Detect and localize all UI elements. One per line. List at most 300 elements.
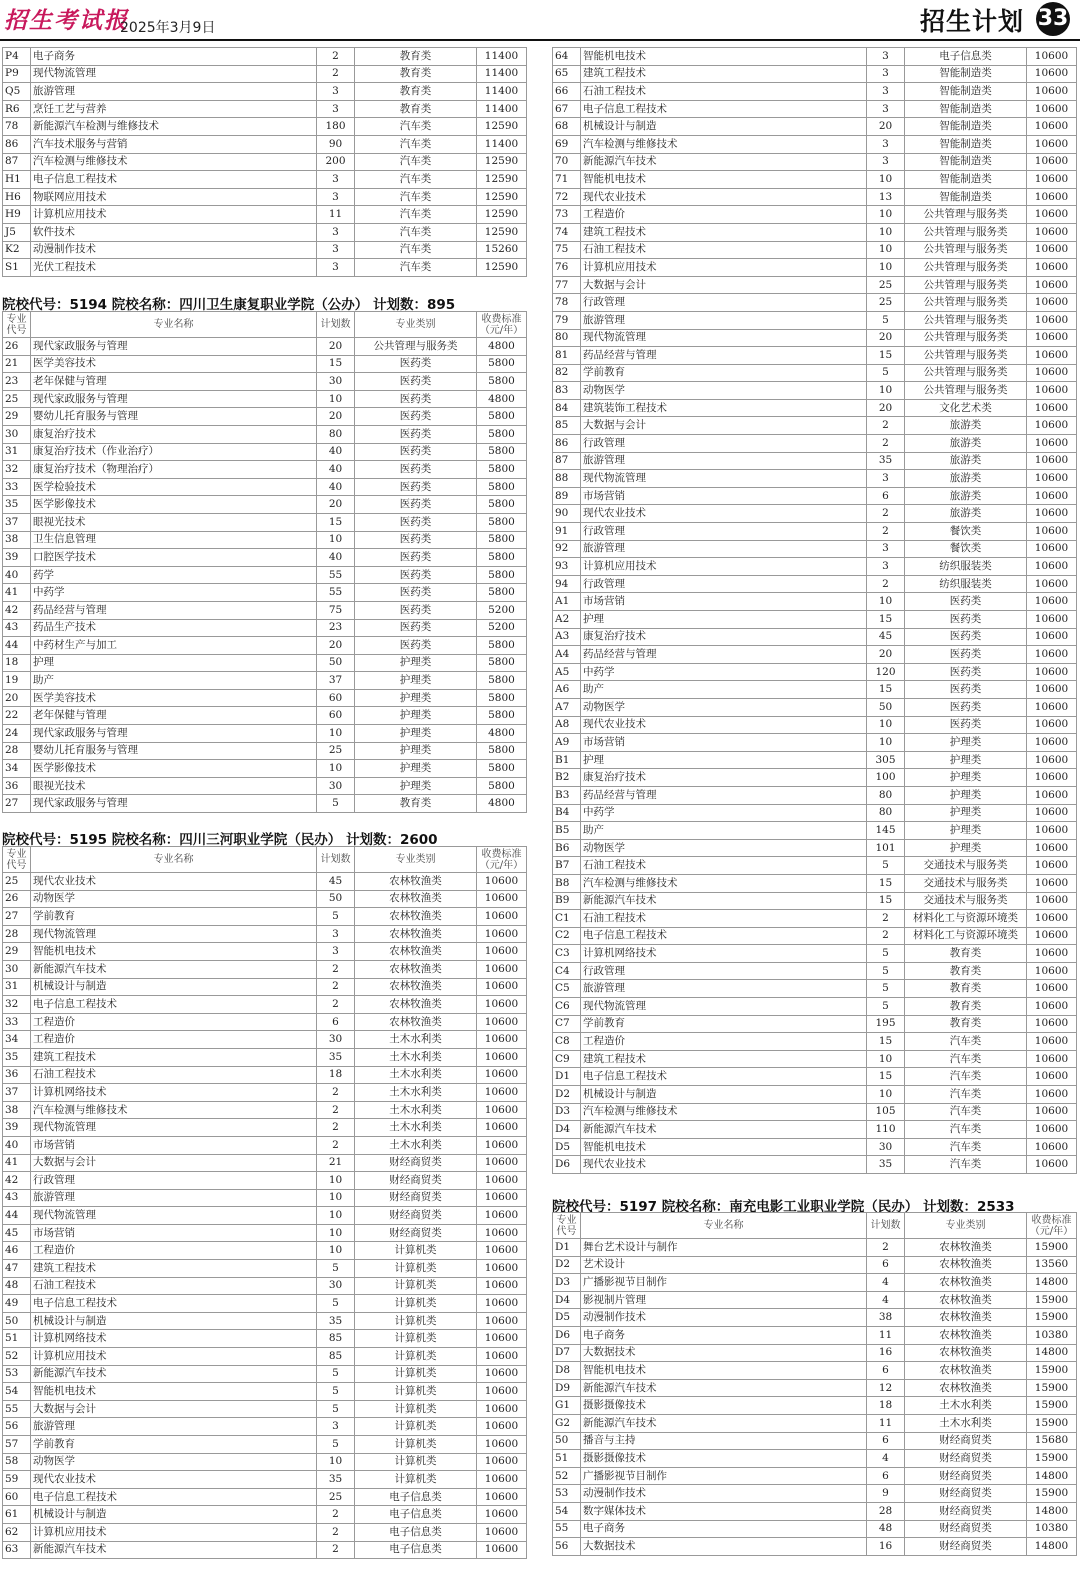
major-category: 医药类 [905, 716, 1027, 734]
table-row [3, 355, 527, 373]
major-code: 43 [3, 1189, 31, 1207]
table-row [553, 646, 1077, 664]
table-row [3, 1418, 527, 1436]
plan-count: 25 [867, 294, 905, 312]
plan-count: 5 [867, 962, 905, 980]
tuition-fee: 10600 [477, 1541, 527, 1559]
major-name: 软件技术 [31, 223, 317, 241]
table-row [3, 408, 527, 426]
column-header: 收费标准（元/年） [477, 312, 527, 338]
table-row [3, 1523, 527, 1541]
plan-count: 6 [867, 1432, 905, 1450]
tuition-fee: 10600 [1027, 417, 1077, 435]
table-row [3, 1488, 527, 1506]
plan-count: 10 [317, 1189, 355, 1207]
major-category: 计算机类 [355, 1330, 477, 1348]
column-header: 专业名称 [31, 312, 317, 338]
plan-count: 3 [317, 100, 355, 118]
plan-count: 5 [867, 364, 905, 382]
major-category: 医药类 [355, 566, 477, 584]
major-category: 公共管理与服务类 [905, 294, 1027, 312]
tuition-fee: 5800 [477, 566, 527, 584]
major-code: 31 [3, 443, 31, 461]
issue-date: 2025年3月9日 [120, 20, 216, 36]
major-name: 新能源汽车技术 [581, 1121, 867, 1139]
major-category: 财经商贸类 [355, 1224, 477, 1242]
plan-count: 10 [317, 1207, 355, 1225]
major-category: 公共管理与服务类 [905, 382, 1027, 400]
major-code: 24 [3, 725, 31, 743]
table-row [3, 566, 527, 584]
table-row [3, 873, 527, 891]
major-category: 农林牧渔类 [905, 1274, 1027, 1292]
table-row [3, 1453, 527, 1471]
major-category: 护理类 [905, 804, 1027, 822]
plan-count: 305 [867, 751, 905, 769]
major-name: 助产 [581, 822, 867, 840]
major-name: 石油工程技术 [31, 1066, 317, 1084]
table-row [553, 1068, 1077, 1086]
plan-count: 2 [867, 435, 905, 453]
major-code: 80 [553, 329, 581, 347]
tuition-fee: 10600 [1027, 65, 1077, 83]
major-code: 39 [3, 549, 31, 567]
major-code: D6 [553, 1326, 581, 1344]
plan-count: 2 [317, 1136, 355, 1154]
plan-count: 3 [317, 1418, 355, 1436]
major-code: 79 [553, 311, 581, 329]
major-code: A4 [553, 646, 581, 664]
tuition-fee: 12590 [477, 223, 527, 241]
table-row [553, 1239, 1077, 1257]
major-name: 电子信息工程技术 [581, 927, 867, 945]
major-code: 86 [553, 435, 581, 453]
major-category: 财经商贸类 [355, 1154, 477, 1172]
major-code: 93 [553, 558, 581, 576]
major-name: 眼视光技术 [31, 513, 317, 531]
major-category: 旅游类 [905, 505, 1027, 523]
major-name: 现代物流管理 [581, 329, 867, 347]
plan-count: 6 [867, 1256, 905, 1274]
major-code: 48 [3, 1277, 31, 1295]
tuition-fee: 5800 [477, 760, 527, 778]
major-name: 新能源汽车技术 [581, 153, 867, 171]
tuition-fee: 10600 [1027, 487, 1077, 505]
major-code: B6 [553, 839, 581, 857]
tuition-fee: 10600 [477, 1330, 527, 1348]
table-row [553, 927, 1077, 945]
tuition-fee: 12590 [477, 188, 527, 206]
major-code: 34 [3, 1031, 31, 1049]
major-name: 康复治疗技术（物理治疗） [31, 461, 317, 479]
major-name: 新能源汽车技术 [31, 1365, 317, 1383]
plan-count: 10 [317, 725, 355, 743]
table-row [553, 1344, 1077, 1362]
major-code: D1 [553, 1239, 581, 1257]
plan-count: 10 [317, 1453, 355, 1471]
table-row [3, 1383, 527, 1401]
table-row [553, 611, 1077, 629]
major-category: 医药类 [355, 443, 477, 461]
major-code: P9 [3, 65, 31, 83]
plan-count: 35 [317, 1048, 355, 1066]
tuition-fee: 10600 [1027, 839, 1077, 857]
major-category: 智能制造类 [905, 65, 1027, 83]
plan-count: 21 [317, 1154, 355, 1172]
major-code: H9 [3, 206, 31, 224]
tuition-fee: 10600 [1027, 135, 1077, 153]
major-name: 市场营销 [31, 1136, 317, 1154]
major-code: 61 [3, 1506, 31, 1524]
major-code: C7 [553, 1015, 581, 1033]
school-heading-5194: 院校代号：5194 院校名称：四川卫生康复职业学院（公办） 计划数：895 [2, 297, 456, 313]
tuition-fee: 10600 [1027, 1050, 1077, 1068]
major-name: 康复治疗技术 [581, 628, 867, 646]
tuition-fee: 10600 [477, 978, 527, 996]
major-code: D5 [553, 1309, 581, 1327]
major-category: 汽车类 [355, 135, 477, 153]
table-row [553, 698, 1077, 716]
tuition-fee: 5800 [477, 425, 527, 443]
tuition-fee: 10600 [1027, 945, 1077, 963]
major-code: 22 [3, 707, 31, 725]
table-row [553, 329, 1077, 347]
table-continued-right [552, 47, 1077, 1174]
tuition-fee: 10600 [1027, 329, 1077, 347]
major-name: 现代农业技术 [31, 873, 317, 891]
major-category: 护理类 [905, 769, 1027, 787]
tuition-fee: 5800 [477, 707, 527, 725]
major-name: 智能机电技术 [581, 1138, 867, 1156]
major-category: 材料化工与资源环境类 [905, 927, 1027, 945]
major-name: 口腔医学技术 [31, 549, 317, 567]
major-name: 医学检验技术 [31, 478, 317, 496]
table-row [3, 373, 527, 391]
major-name: 旅游管理 [31, 1189, 317, 1207]
major-code: C9 [553, 1050, 581, 1068]
plan-count: 10 [867, 1050, 905, 1068]
plan-count: 10 [867, 593, 905, 611]
major-code: A5 [553, 663, 581, 681]
tuition-fee: 10600 [477, 1136, 527, 1154]
major-category: 公共管理与服务类 [905, 241, 1027, 259]
major-code: 31 [3, 978, 31, 996]
major-category: 医药类 [905, 611, 1027, 629]
major-name: 护理 [31, 654, 317, 672]
major-name: 行政管理 [581, 523, 867, 541]
major-code: 27 [3, 795, 31, 813]
plan-count: 25 [317, 742, 355, 760]
major-name: 行政管理 [581, 575, 867, 593]
major-name: 机械设计与制造 [31, 978, 317, 996]
tuition-fee: 14800 [1027, 1344, 1077, 1362]
tuition-fee: 10600 [1027, 857, 1077, 875]
major-name: 现代农业技术 [581, 188, 867, 206]
major-category: 财经商贸类 [355, 1189, 477, 1207]
major-name: 机械设计与制造 [581, 1086, 867, 1104]
major-category: 旅游类 [905, 452, 1027, 470]
table-row [553, 962, 1077, 980]
major-code: 89 [553, 487, 581, 505]
major-code: A3 [553, 628, 581, 646]
major-category: 汽车类 [905, 1121, 1027, 1139]
tuition-fee: 10600 [1027, 100, 1077, 118]
major-code: 41 [3, 1154, 31, 1172]
major-name: 动物医学 [581, 698, 867, 716]
major-code: R6 [3, 100, 31, 118]
tuition-fee: 10600 [1027, 1068, 1077, 1086]
major-name: 电子商务 [581, 1326, 867, 1344]
tuition-fee: 12590 [477, 206, 527, 224]
tuition-fee: 10600 [477, 1453, 527, 1471]
major-name: 计算机应用技术 [31, 1523, 317, 1541]
tuition-fee: 5800 [477, 672, 527, 690]
table-row [553, 417, 1077, 435]
table-row [3, 619, 527, 637]
major-category: 护理类 [355, 725, 477, 743]
major-category: 计算机类 [355, 1453, 477, 1471]
major-name: 影视制片管理 [581, 1291, 867, 1309]
major-name: 智能机电技术 [31, 1383, 317, 1401]
tuition-fee: 10600 [1027, 593, 1077, 611]
plan-count: 3 [867, 470, 905, 488]
table-row [3, 1277, 527, 1295]
table-row [3, 654, 527, 672]
plan-count: 10 [867, 171, 905, 189]
tuition-fee: 10600 [1027, 575, 1077, 593]
tuition-fee: 15900 [1027, 1450, 1077, 1468]
major-category: 农林牧渔类 [905, 1362, 1027, 1380]
table-row [3, 1172, 527, 1190]
tuition-fee: 10600 [477, 1119, 527, 1137]
plan-count: 5 [867, 311, 905, 329]
plan-count: 80 [867, 804, 905, 822]
major-name: 老年保健与管理 [31, 707, 317, 725]
tuition-fee: 12590 [477, 171, 527, 189]
table-row [553, 1103, 1077, 1121]
column-header: 专业类别 [355, 847, 477, 873]
table-row [553, 452, 1077, 470]
major-code: B9 [553, 892, 581, 910]
plan-count: 2 [867, 575, 905, 593]
major-name: 旅游管理 [31, 83, 317, 101]
major-name: 汽车检测与维修技术 [31, 1101, 317, 1119]
plan-count: 2 [867, 1239, 905, 1257]
major-category: 电子信息类 [355, 1488, 477, 1506]
major-category: 护理类 [355, 742, 477, 760]
major-code: C3 [553, 945, 581, 963]
major-code: 37 [3, 1084, 31, 1102]
plan-count: 45 [317, 873, 355, 891]
major-name: 中药材生产与加工 [31, 637, 317, 655]
major-name: 建筑工程技术 [581, 223, 867, 241]
tuition-fee: 5800 [477, 496, 527, 514]
major-code: 73 [553, 206, 581, 224]
major-name: 汽车检测与维修技术 [581, 135, 867, 153]
table-row [3, 1119, 527, 1137]
major-category: 土木水利类 [355, 1048, 477, 1066]
tuition-fee: 10600 [477, 1101, 527, 1119]
major-category: 智能制造类 [905, 83, 1027, 101]
plan-count: 10 [317, 1172, 355, 1190]
plan-count: 10 [867, 241, 905, 259]
major-code: 18 [3, 654, 31, 672]
major-name: 石油工程技术 [581, 910, 867, 928]
major-name: 行政管理 [581, 962, 867, 980]
table-row [553, 1397, 1077, 1415]
table-row [553, 1362, 1077, 1380]
major-code: A8 [553, 716, 581, 734]
major-code: 69 [553, 135, 581, 153]
tuition-fee: 10600 [1027, 364, 1077, 382]
major-code: 87 [3, 153, 31, 171]
major-category: 计算机类 [355, 1400, 477, 1418]
table-row [553, 769, 1077, 787]
plan-count: 9 [867, 1485, 905, 1503]
table-row [3, 259, 527, 277]
major-name: 机械设计与制造 [581, 118, 867, 136]
tuition-fee: 4800 [477, 795, 527, 813]
newspaper-logo: 招生考试报 [4, 7, 129, 34]
major-name: 医学影像技术 [31, 496, 317, 514]
table-row [553, 1033, 1077, 1051]
table-row [3, 1101, 527, 1119]
plan-count: 200 [317, 153, 355, 171]
major-code: 90 [553, 505, 581, 523]
tuition-fee: 10600 [1027, 681, 1077, 699]
major-name: 大数据与会计 [581, 276, 867, 294]
plan-count: 100 [867, 769, 905, 787]
major-name: 汽车检测与维修技术 [581, 1103, 867, 1121]
tuition-fee: 5200 [477, 619, 527, 637]
table-row [3, 601, 527, 619]
table-row [553, 1156, 1077, 1174]
table-row [553, 1309, 1077, 1327]
major-code: 41 [3, 584, 31, 602]
major-code: 57 [3, 1436, 31, 1454]
major-code: B1 [553, 751, 581, 769]
plan-count: 15 [867, 1033, 905, 1051]
tuition-fee: 15900 [1027, 1291, 1077, 1309]
table-row [553, 1520, 1077, 1538]
major-code: 51 [553, 1450, 581, 1468]
major-category: 护理类 [905, 751, 1027, 769]
major-code: 46 [3, 1242, 31, 1260]
tuition-fee: 10600 [477, 1365, 527, 1383]
major-name: 药品经营与管理 [581, 646, 867, 664]
table-row [553, 470, 1077, 488]
table-row [3, 513, 527, 531]
plan-count: 3 [867, 540, 905, 558]
plan-count: 10 [867, 382, 905, 400]
major-category: 电子信息类 [905, 48, 1027, 66]
major-category: 纺织服装类 [905, 558, 1027, 576]
major-name: 数字媒体技术 [581, 1502, 867, 1520]
major-category: 医药类 [355, 619, 477, 637]
tuition-fee: 10600 [1027, 505, 1077, 523]
major-category: 医药类 [355, 461, 477, 479]
plan-count: 20 [317, 408, 355, 426]
tuition-fee: 10600 [1027, 1086, 1077, 1104]
major-name: 摄影摄像技术 [581, 1450, 867, 1468]
tuition-fee: 5800 [477, 777, 527, 795]
table-row [3, 338, 527, 356]
major-category: 财经商贸类 [905, 1502, 1027, 1520]
major-code: C2 [553, 927, 581, 945]
plan-count: 10 [317, 1242, 355, 1260]
table-row [553, 1121, 1077, 1139]
plan-count: 3 [317, 925, 355, 943]
page-number-badge: 33 [1036, 2, 1070, 36]
major-code: 66 [553, 83, 581, 101]
major-category: 计算机类 [355, 1348, 477, 1366]
major-code: Q5 [3, 83, 31, 101]
tuition-fee: 10600 [477, 908, 527, 926]
table-row [3, 1348, 527, 1366]
plan-count: 2 [317, 48, 355, 66]
major-code: H1 [3, 171, 31, 189]
tuition-fee: 12590 [477, 259, 527, 277]
tuition-fee: 10600 [1027, 311, 1077, 329]
major-code: 82 [553, 364, 581, 382]
table-row [553, 804, 1077, 822]
tuition-fee: 10600 [1027, 734, 1077, 752]
major-category: 医药类 [355, 478, 477, 496]
tuition-fee: 10600 [1027, 276, 1077, 294]
tuition-fee: 10600 [1027, 558, 1077, 576]
tuition-fee: 10600 [477, 1154, 527, 1172]
tuition-fee: 10600 [477, 1348, 527, 1366]
tuition-fee: 10600 [477, 1488, 527, 1506]
major-category: 计算机类 [355, 1295, 477, 1313]
major-category: 农林牧渔类 [355, 960, 477, 978]
tuition-fee: 10600 [1027, 980, 1077, 998]
plan-count: 3 [317, 241, 355, 259]
table-row [3, 725, 527, 743]
major-name: 石油工程技术 [581, 857, 867, 875]
major-name: 计算机网络技术 [31, 1330, 317, 1348]
plan-count: 15 [867, 892, 905, 910]
major-category: 文化艺术类 [905, 399, 1027, 417]
plan-count: 20 [867, 646, 905, 664]
major-code: 35 [3, 1048, 31, 1066]
tuition-fee: 10600 [1027, 48, 1077, 66]
plan-count: 2 [317, 1541, 355, 1559]
major-category: 医药类 [905, 698, 1027, 716]
major-name: 市场营销 [31, 1224, 317, 1242]
major-name: 智能机电技术 [581, 1362, 867, 1380]
table-row [3, 1330, 527, 1348]
major-code: 63 [3, 1541, 31, 1559]
tuition-fee: 10600 [477, 1242, 527, 1260]
major-category: 餐饮类 [905, 523, 1027, 541]
major-category: 医药类 [355, 425, 477, 443]
major-code: 29 [3, 943, 31, 961]
major-name: 电子信息工程技术 [31, 1488, 317, 1506]
major-code: 70 [553, 153, 581, 171]
major-category: 土木水利类 [355, 1101, 477, 1119]
major-code: 54 [553, 1502, 581, 1520]
table-row [3, 1471, 527, 1489]
major-code: 27 [3, 908, 31, 926]
major-name: 行政管理 [581, 294, 867, 312]
table-row [553, 663, 1077, 681]
plan-count: 5 [317, 795, 355, 813]
major-category: 土木水利类 [355, 1136, 477, 1154]
tuition-fee: 10600 [477, 1189, 527, 1207]
plan-count: 15 [867, 347, 905, 365]
plan-count: 5 [867, 980, 905, 998]
